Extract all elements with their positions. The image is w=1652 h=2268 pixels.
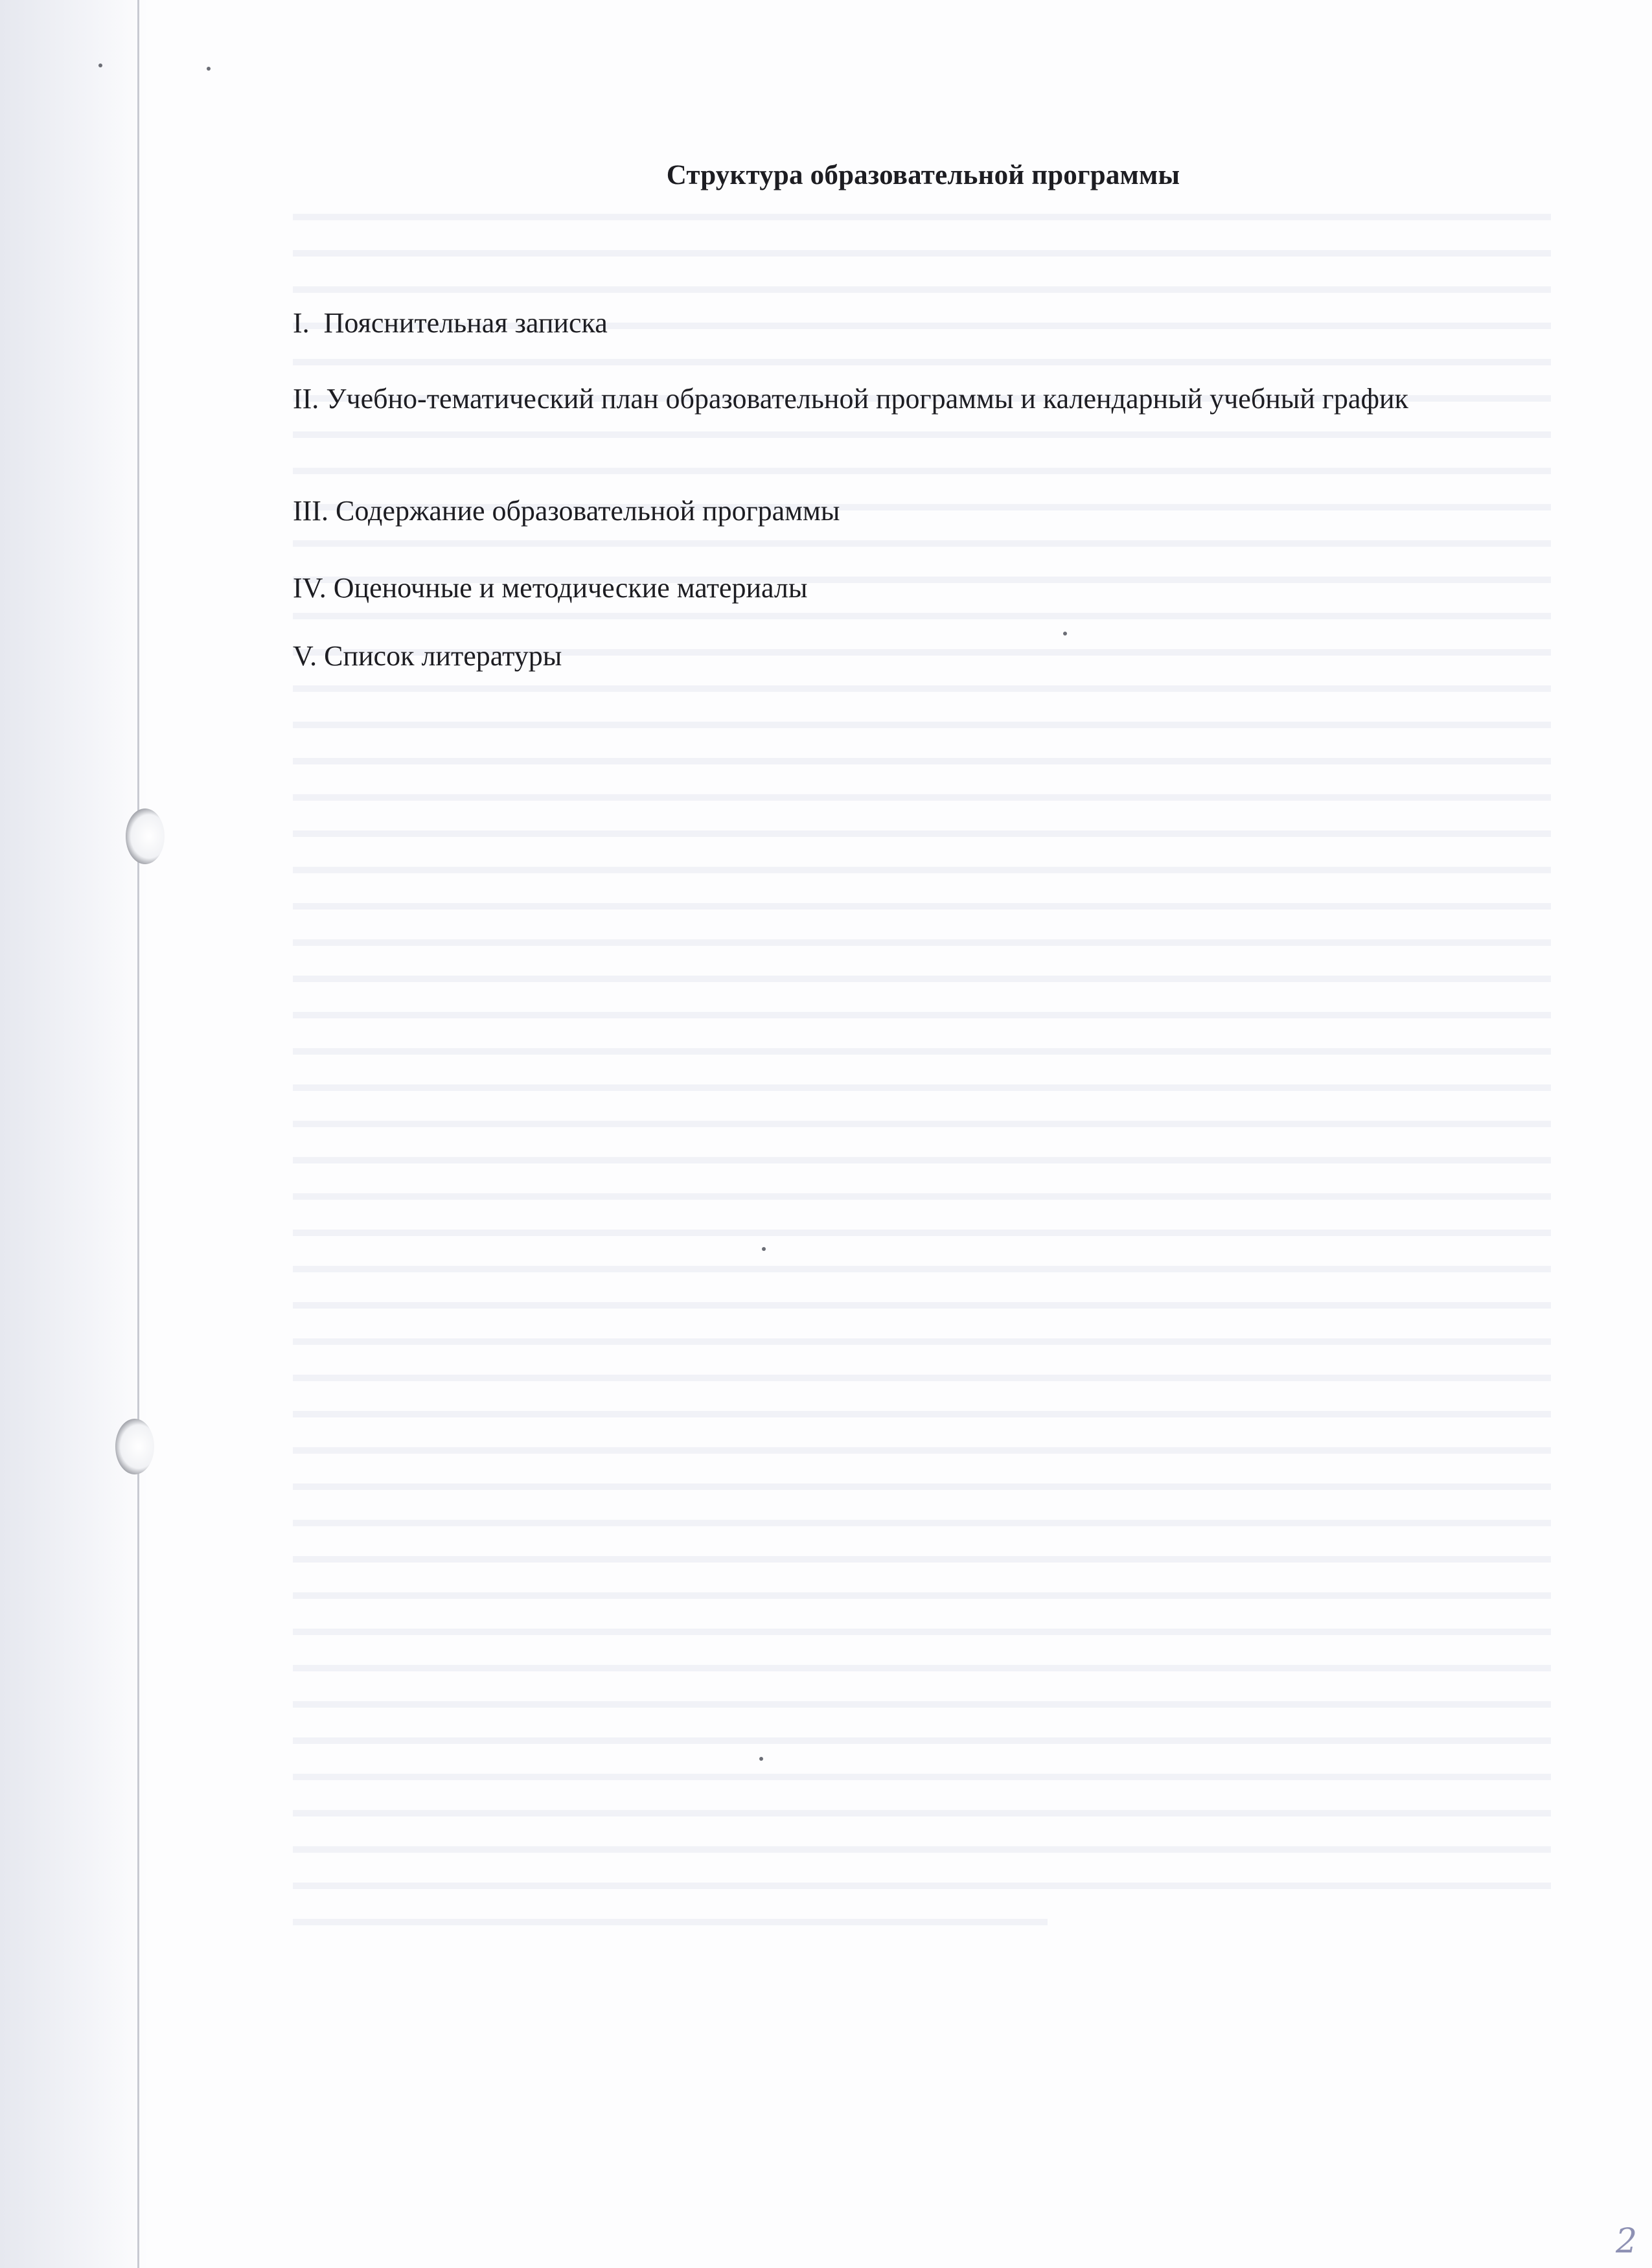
toc-text: Пояснительная записка <box>323 307 608 339</box>
document-title: Структура образовательной программы <box>666 160 1180 190</box>
punch-hole-bottom <box>115 1419 154 1474</box>
toc-numeral: II. <box>293 383 319 415</box>
toc-item-1 <box>293 303 1551 343</box>
binding-line <box>137 0 139 2268</box>
toc-item-4 <box>293 568 1551 608</box>
toc-numeral: III. <box>293 495 328 527</box>
toc-text: Оценочные и методические материалы <box>333 572 808 604</box>
bleed-through-block <box>293 194 1551 1955</box>
toc-text: Список литературы <box>324 640 562 672</box>
toc-item-5 <box>293 636 1551 676</box>
toc-numeral: V. <box>293 640 317 672</box>
toc-item-3 <box>293 491 1551 531</box>
page-number: 2 <box>1616 2222 1638 2261</box>
punch-hole-top <box>126 808 165 864</box>
toc-numeral: IV. <box>293 572 327 604</box>
scan-speck <box>207 67 211 71</box>
scan-edge-shadow <box>0 0 149 2268</box>
toc-item-2 <box>293 379 1551 419</box>
toc-numeral: I. <box>293 307 310 339</box>
toc-text: Учебно-тематический план образовательной программы и календарный учебный график <box>326 383 1408 415</box>
scan-speck <box>98 63 102 67</box>
toc-text: Содержание образовательной программы <box>335 495 840 527</box>
